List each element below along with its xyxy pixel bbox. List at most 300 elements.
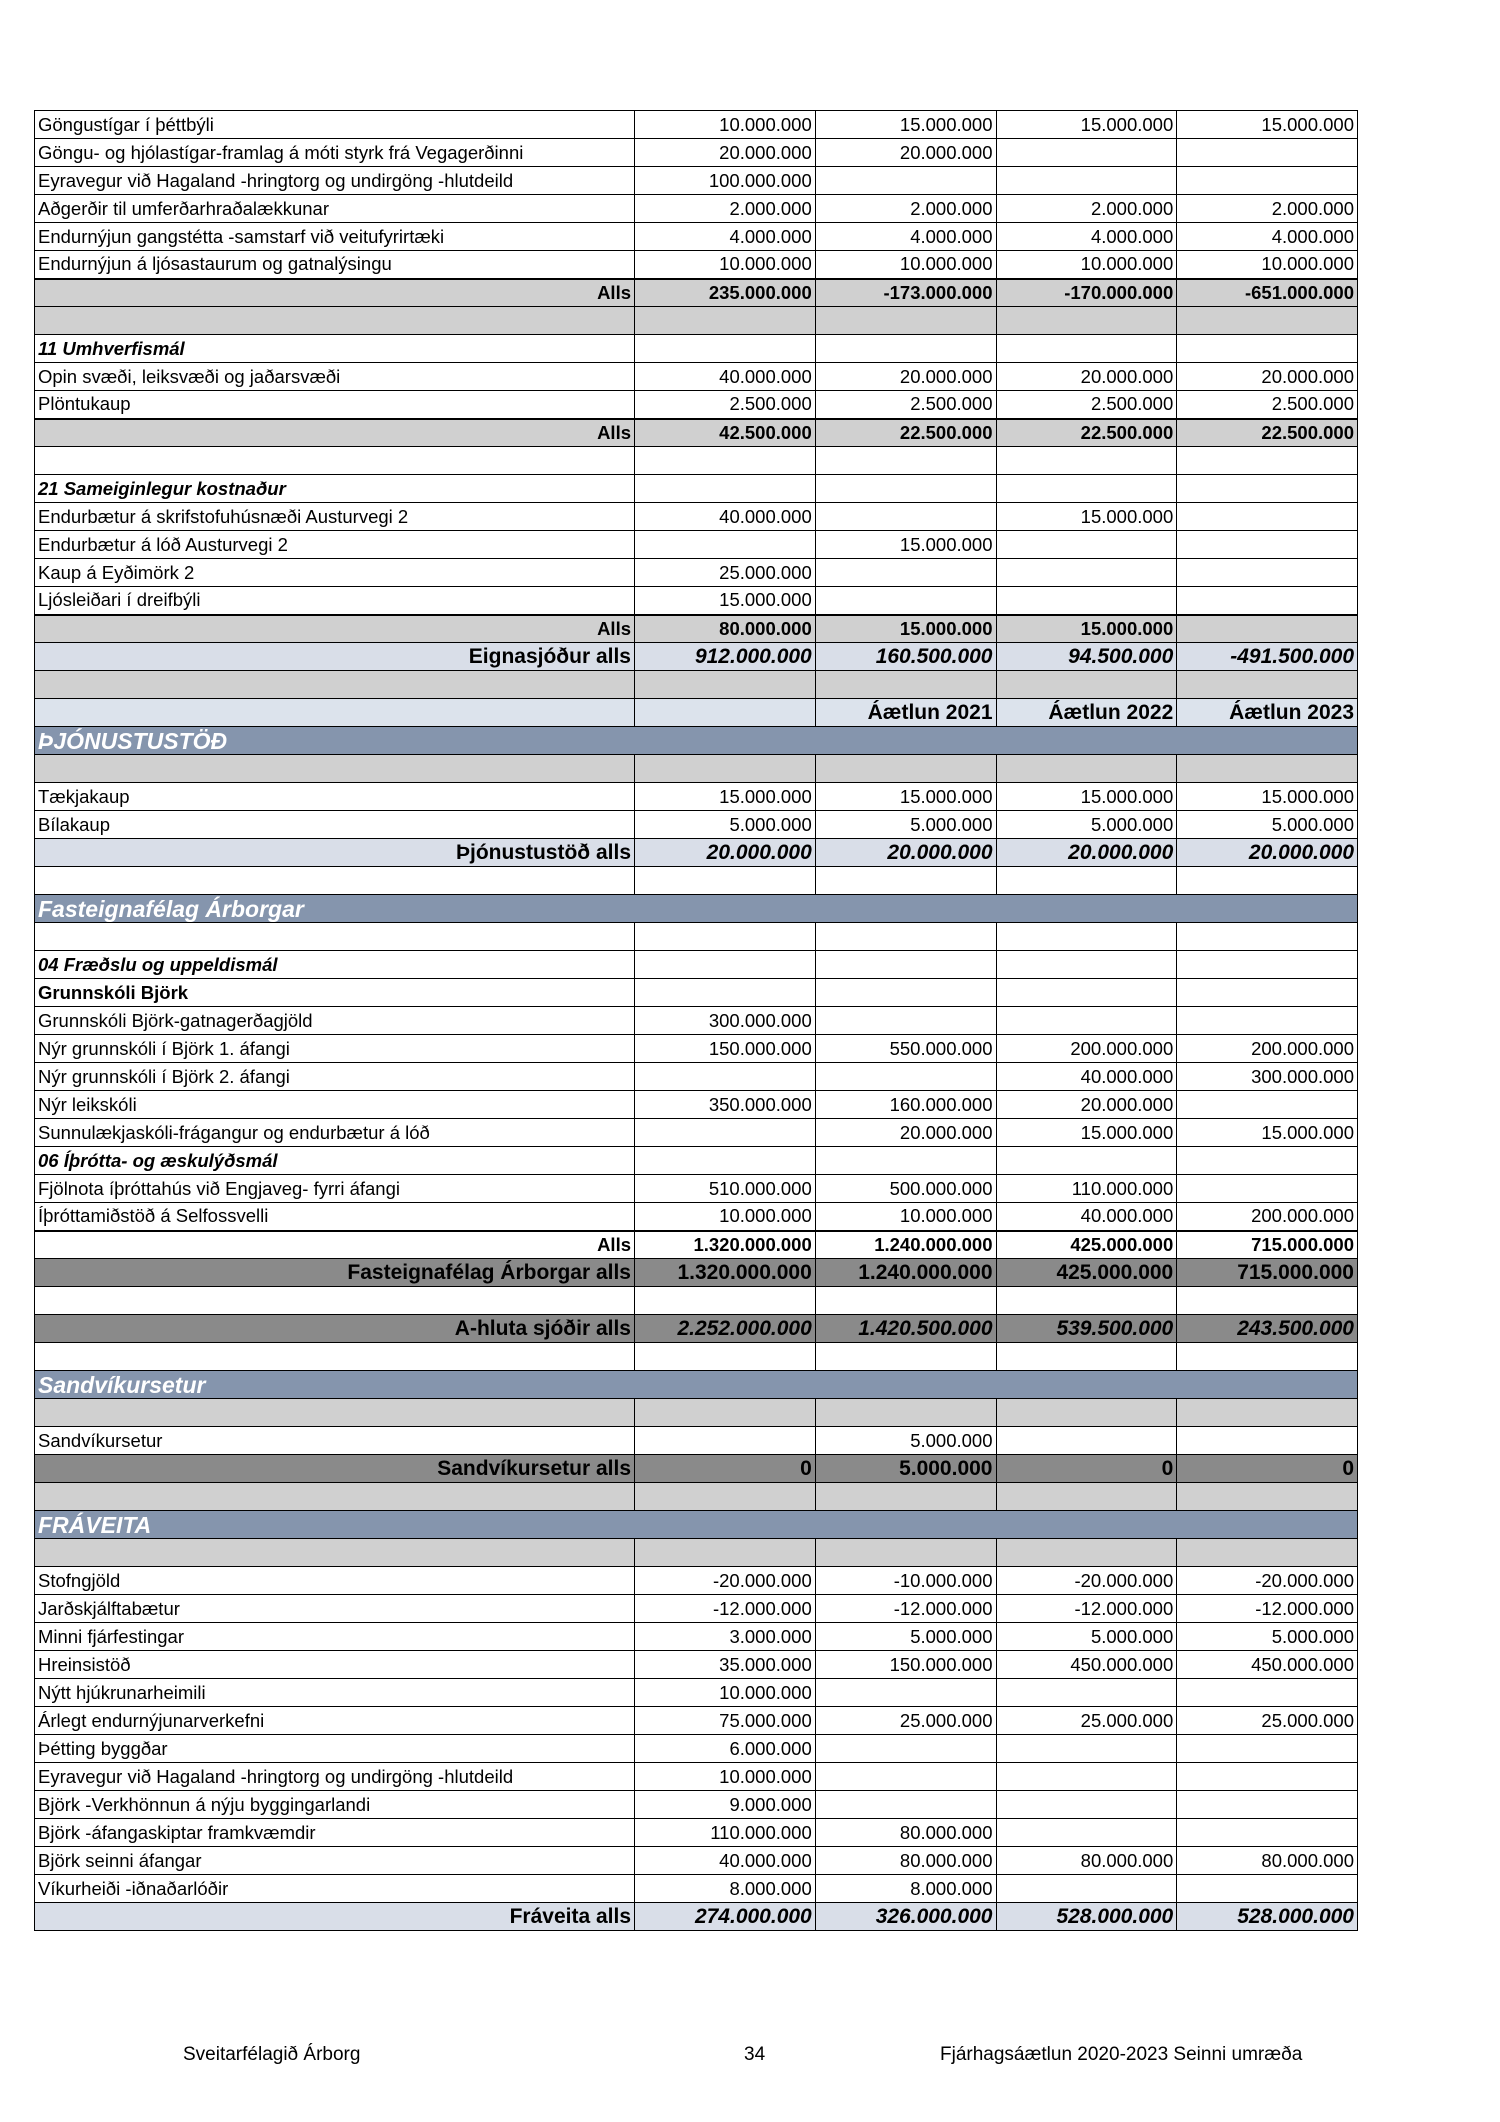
row-label: Kaup á Eyðimörk 2 <box>35 559 635 587</box>
subtotal-row <box>35 615 1358 643</box>
value-cell <box>635 1287 816 1315</box>
row-label: Endurnýjun á ljósastaurum og gatnalýsingu <box>35 251 635 279</box>
table-row <box>35 1175 1358 1203</box>
value-cell: 10.000.000 <box>1177 251 1358 279</box>
row-label: Eignasjóður alls <box>35 643 635 671</box>
section-band-title: ÞJÓNUSTUSTÖÐ <box>35 727 1358 755</box>
value-cell: -12.000.000 <box>1177 1595 1358 1623</box>
value-cell <box>1177 1875 1358 1903</box>
value-cell: 110.000.000 <box>635 1819 816 1847</box>
value-cell <box>996 1875 1177 1903</box>
table-row <box>35 167 1358 195</box>
total-row <box>35 1455 1358 1483</box>
value-cell: 15.000.000 <box>996 615 1177 643</box>
value-cell <box>996 755 1177 783</box>
value-cell <box>1177 1679 1358 1707</box>
row-label: Nýr grunnskóli í Björk 1. áfangi <box>35 1035 635 1063</box>
value-cell <box>1177 1735 1358 1763</box>
value-cell <box>815 1539 996 1567</box>
value-cell: 4.000.000 <box>1177 223 1358 251</box>
row-label: Göngu- og hjólastígar-framlag á móti styrk frá Vegagerðinni <box>35 139 635 167</box>
value-cell <box>996 1483 1177 1511</box>
value-cell: 5.000.000 <box>815 1623 996 1651</box>
value-cell: -12.000.000 <box>635 1595 816 1623</box>
value-cell <box>996 1147 1177 1175</box>
row-label <box>35 447 635 475</box>
value-cell: 200.000.000 <box>1177 1035 1358 1063</box>
value-cell: 528.000.000 <box>1177 1903 1358 1931</box>
value-cell <box>1177 475 1358 503</box>
row-label <box>35 755 635 783</box>
table-row <box>35 559 1358 587</box>
value-cell: -651.000.000 <box>1177 279 1358 307</box>
section-heading-row <box>35 475 1358 503</box>
row-label <box>35 1287 635 1315</box>
value-cell: 450.000.000 <box>996 1651 1177 1679</box>
value-cell <box>815 335 996 363</box>
value-cell <box>1177 447 1358 475</box>
value-cell <box>996 1427 1177 1455</box>
value-cell: 550.000.000 <box>815 1035 996 1063</box>
row-label: Fjölnota íþróttahús við Engjaveg- fyrri áfangi <box>35 1175 635 1203</box>
value-cell: 1.240.000.000 <box>815 1231 996 1259</box>
value-cell: 5.000.000 <box>815 811 996 839</box>
value-cell: -173.000.000 <box>815 279 996 307</box>
value-cell: 2.000.000 <box>635 195 816 223</box>
value-cell <box>1177 531 1358 559</box>
row-label <box>35 923 635 951</box>
value-cell <box>635 1119 816 1147</box>
value-cell: 10.000.000 <box>996 251 1177 279</box>
value-cell: 3.000.000 <box>635 1623 816 1651</box>
value-cell: -10.000.000 <box>815 1567 996 1595</box>
value-cell: 425.000.000 <box>996 1231 1177 1259</box>
value-cell <box>1177 559 1358 587</box>
value-cell: 0 <box>1177 1455 1358 1483</box>
value-cell <box>635 1063 816 1091</box>
value-cell: 0 <box>996 1455 1177 1483</box>
value-cell <box>1177 307 1358 335</box>
value-cell: 912.000.000 <box>635 643 816 671</box>
section-band <box>35 895 1358 923</box>
value-cell <box>815 559 996 587</box>
value-cell: 2.000.000 <box>815 195 996 223</box>
row-label: Sandvíkursetur <box>35 1427 635 1455</box>
spacer-row <box>35 755 1358 783</box>
value-cell <box>635 335 816 363</box>
value-cell: 20.000.000 <box>1177 839 1358 867</box>
row-label: Ljósleiðari í dreifbýli <box>35 587 635 615</box>
value-cell: -20.000.000 <box>996 1567 1177 1595</box>
spacer-row <box>35 1539 1358 1567</box>
value-cell <box>1177 1091 1358 1119</box>
table-row <box>35 1707 1358 1735</box>
value-cell <box>996 1763 1177 1791</box>
row-label: Þjónustustöð alls <box>35 839 635 867</box>
subsection-heading-row <box>35 979 1358 1007</box>
table-row <box>35 251 1358 279</box>
value-cell: 425.000.000 <box>996 1259 1177 1287</box>
spacer-row <box>35 1343 1358 1371</box>
value-cell <box>996 951 1177 979</box>
value-cell <box>1177 755 1358 783</box>
value-cell <box>815 1483 996 1511</box>
value-cell <box>635 447 816 475</box>
value-cell: 15.000.000 <box>1177 111 1358 139</box>
row-label: 11 Umhverfismál <box>35 335 635 363</box>
row-label: A-hluta sjóðir alls <box>35 1315 635 1343</box>
table-row <box>35 1203 1358 1231</box>
value-cell: 20.000.000 <box>815 839 996 867</box>
value-cell <box>1177 671 1358 699</box>
section-band-title: Fasteignafélag Árborgar <box>35 895 1358 923</box>
row-label <box>35 867 635 895</box>
value-cell <box>815 503 996 531</box>
value-cell: 326.000.000 <box>815 1903 996 1931</box>
row-label: Grunnskóli Björk-gatnagerðagjöld <box>35 1007 635 1035</box>
table-row <box>35 195 1358 223</box>
table-row <box>35 531 1358 559</box>
row-label <box>35 699 635 727</box>
value-cell <box>635 1399 816 1427</box>
value-cell <box>1177 503 1358 531</box>
table-row <box>35 1791 1358 1819</box>
value-cell: 2.252.000.000 <box>635 1315 816 1343</box>
value-cell <box>635 307 816 335</box>
value-cell <box>996 1679 1177 1707</box>
row-label: Björk -áfangaskiptar framkvæmdir <box>35 1819 635 1847</box>
row-label: 21 Sameiginlegur kostnaður <box>35 475 635 503</box>
value-cell: 715.000.000 <box>1177 1259 1358 1287</box>
value-cell: 1.420.500.000 <box>815 1315 996 1343</box>
value-cell <box>1177 1763 1358 1791</box>
row-label: Árlegt endurnýjunarverkefni <box>35 1707 635 1735</box>
value-cell <box>815 951 996 979</box>
row-label: Minni fjárfestingar <box>35 1623 635 1651</box>
row-label <box>35 1483 635 1511</box>
row-label: Aðgerðir til umferðarhraðalækkunar <box>35 195 635 223</box>
total-row <box>35 1903 1358 1931</box>
spacer-row <box>35 1483 1358 1511</box>
spacer-row <box>35 447 1358 475</box>
value-cell: 5.000.000 <box>815 1455 996 1483</box>
value-cell: -12.000.000 <box>996 1595 1177 1623</box>
value-cell: 20.000.000 <box>635 139 816 167</box>
value-cell: 15.000.000 <box>815 111 996 139</box>
value-cell <box>996 335 1177 363</box>
table-row <box>35 503 1358 531</box>
value-cell: 40.000.000 <box>635 1847 816 1875</box>
value-cell: 1.320.000.000 <box>635 1259 816 1287</box>
value-cell <box>1177 1287 1358 1315</box>
value-cell: 100.000.000 <box>635 167 816 195</box>
table-row <box>35 1763 1358 1791</box>
value-cell <box>996 867 1177 895</box>
value-cell: -491.500.000 <box>1177 643 1358 671</box>
row-label: Endurbætur á lóð Austurvegi 2 <box>35 531 635 559</box>
value-cell: 5.000.000 <box>1177 1623 1358 1651</box>
value-cell: 15.000.000 <box>996 503 1177 531</box>
value-cell <box>996 671 1177 699</box>
row-label: Alls <box>35 615 635 643</box>
value-cell: 15.000.000 <box>635 783 816 811</box>
value-cell <box>815 923 996 951</box>
table-row <box>35 1847 1358 1875</box>
row-label: Víkurheiði -iðnaðarlóðir <box>35 1875 635 1903</box>
row-label: 06 Íþrótta- og æskulýðsmál <box>35 1147 635 1175</box>
value-cell <box>996 923 1177 951</box>
row-label: Grunnskóli Björk <box>35 979 635 1007</box>
value-cell: 2.500.000 <box>996 391 1177 419</box>
table-row <box>35 139 1358 167</box>
value-cell <box>996 1791 1177 1819</box>
value-cell <box>635 979 816 1007</box>
value-cell <box>815 1007 996 1035</box>
value-cell <box>815 867 996 895</box>
value-cell: 15.000.000 <box>815 615 996 643</box>
table-row <box>35 783 1358 811</box>
value-cell: 20.000.000 <box>815 363 996 391</box>
value-cell: 22.500.000 <box>1177 419 1358 447</box>
value-cell: 10.000.000 <box>815 1203 996 1231</box>
table-row <box>35 587 1358 615</box>
value-cell: 10.000.000 <box>635 251 816 279</box>
value-cell: 15.000.000 <box>635 587 816 615</box>
table-row <box>35 1651 1358 1679</box>
value-cell: 8.000.000 <box>635 1875 816 1903</box>
value-cell <box>1177 1007 1358 1035</box>
value-cell <box>1177 335 1358 363</box>
section-band <box>35 1371 1358 1399</box>
value-cell: 25.000.000 <box>635 559 816 587</box>
row-label: Nýtt hjúkrunarheimili <box>35 1679 635 1707</box>
value-cell: 10.000.000 <box>635 1679 816 1707</box>
value-cell: 80.000.000 <box>815 1819 996 1847</box>
value-cell: -20.000.000 <box>635 1567 816 1595</box>
value-cell: 243.500.000 <box>1177 1315 1358 1343</box>
value-cell <box>996 1007 1177 1035</box>
row-label: Þétting byggðar <box>35 1735 635 1763</box>
value-cell: 2.000.000 <box>996 195 1177 223</box>
value-cell <box>1177 1175 1358 1203</box>
value-cell <box>815 1399 996 1427</box>
section-heading-row <box>35 951 1358 979</box>
value-cell: 75.000.000 <box>635 1707 816 1735</box>
value-cell <box>996 139 1177 167</box>
value-cell <box>635 755 816 783</box>
value-cell: 350.000.000 <box>635 1091 816 1119</box>
value-cell <box>815 1735 996 1763</box>
value-cell <box>996 979 1177 1007</box>
footer-page-number: 34 <box>744 2044 766 2065</box>
value-cell: 25.000.000 <box>815 1707 996 1735</box>
row-label <box>35 1399 635 1427</box>
row-label: 04 Fræðslu og uppeldismál <box>35 951 635 979</box>
value-cell <box>815 755 996 783</box>
row-label: Stofngjöld <box>35 1567 635 1595</box>
value-cell <box>1177 867 1358 895</box>
value-cell: 22.500.000 <box>996 419 1177 447</box>
value-cell <box>815 1763 996 1791</box>
row-label: Eyravegur við Hagaland -hringtorg og undirgöng -hlutdeild <box>35 167 635 195</box>
value-cell: 80.000.000 <box>1177 1847 1358 1875</box>
spacer-row <box>35 307 1358 335</box>
value-cell: 2.500.000 <box>635 391 816 419</box>
value-cell: 15.000.000 <box>996 1119 1177 1147</box>
value-cell <box>635 699 816 727</box>
value-cell <box>635 1483 816 1511</box>
row-label: Fráveita alls <box>35 1903 635 1931</box>
value-cell: 110.000.000 <box>996 1175 1177 1203</box>
value-cell: 35.000.000 <box>635 1651 816 1679</box>
value-cell: 8.000.000 <box>815 1875 996 1903</box>
row-label: Plöntukaup <box>35 391 635 419</box>
row-label <box>35 307 635 335</box>
table-row <box>35 1091 1358 1119</box>
row-label: Endurnýjun gangstétta -samstarf við veitufyrirtæki <box>35 223 635 251</box>
table-row <box>35 363 1358 391</box>
value-cell: 15.000.000 <box>815 783 996 811</box>
value-cell: 5.000.000 <box>996 1623 1177 1651</box>
value-cell: 2.500.000 <box>815 391 996 419</box>
table-row <box>35 811 1358 839</box>
section-heading-row <box>35 335 1358 363</box>
value-cell: 4.000.000 <box>815 223 996 251</box>
value-cell: 10.000.000 <box>815 251 996 279</box>
value-cell: 715.000.000 <box>1177 1231 1358 1259</box>
value-cell: 160.500.000 <box>815 643 996 671</box>
value-cell: 300.000.000 <box>1177 1063 1358 1091</box>
value-cell <box>1177 1483 1358 1511</box>
row-label: Nýr leikskóli <box>35 1091 635 1119</box>
value-cell <box>635 531 816 559</box>
spacer-row <box>35 1287 1358 1315</box>
total-row <box>35 643 1358 671</box>
value-cell <box>1177 979 1358 1007</box>
value-cell: -12.000.000 <box>815 1595 996 1623</box>
spacer-row <box>35 867 1358 895</box>
value-cell: 5.000.000 <box>996 811 1177 839</box>
row-label: Nýr grunnskóli í Björk 2. áfangi <box>35 1063 635 1091</box>
value-cell <box>815 587 996 615</box>
grand-total-row <box>35 1315 1358 1343</box>
year-header-row <box>35 699 1358 727</box>
value-cell: 300.000.000 <box>635 1007 816 1035</box>
value-cell <box>1177 587 1358 615</box>
value-cell: 25.000.000 <box>1177 1707 1358 1735</box>
row-label: Jarðskjálftabætur <box>35 1595 635 1623</box>
subtotal-row <box>35 1231 1358 1259</box>
row-label: Fasteignafélag Árborgar alls <box>35 1259 635 1287</box>
value-cell: 4.000.000 <box>635 223 816 251</box>
value-cell <box>815 979 996 1007</box>
value-cell: 20.000.000 <box>996 839 1177 867</box>
table-row <box>35 1007 1358 1035</box>
value-cell: 200.000.000 <box>996 1035 1177 1063</box>
value-cell: 450.000.000 <box>1177 1651 1358 1679</box>
value-cell <box>996 1343 1177 1371</box>
value-cell: 200.000.000 <box>1177 1203 1358 1231</box>
table-row <box>35 1035 1358 1063</box>
value-cell: 510.000.000 <box>635 1175 816 1203</box>
table-row <box>35 1063 1358 1091</box>
table-row <box>35 391 1358 419</box>
value-cell: 150.000.000 <box>815 1651 996 1679</box>
value-cell: 528.000.000 <box>996 1903 1177 1931</box>
value-cell <box>1177 951 1358 979</box>
value-cell: -20.000.000 <box>1177 1567 1358 1595</box>
value-cell <box>635 1427 816 1455</box>
row-label: Sandvíkursetur alls <box>35 1455 635 1483</box>
value-cell: 42.500.000 <box>635 419 816 447</box>
row-label: Sunnulækjaskóli-frágangur og endurbætur á lóð <box>35 1119 635 1147</box>
row-label: Alls <box>35 279 635 307</box>
value-cell: Áætlun 2022 <box>996 699 1177 727</box>
subtotal-row <box>35 279 1358 307</box>
row-label: Göngustígar í þéttbýli <box>35 111 635 139</box>
table-row <box>35 1735 1358 1763</box>
value-cell <box>1177 1399 1358 1427</box>
value-cell <box>815 167 996 195</box>
value-cell <box>996 559 1177 587</box>
row-label: Íþróttamiðstöð á Selfossvelli <box>35 1203 635 1231</box>
value-cell: 1.320.000.000 <box>635 1231 816 1259</box>
value-cell <box>1177 139 1358 167</box>
value-cell <box>635 475 816 503</box>
table-row <box>35 1595 1358 1623</box>
row-label: Björk -Verkhönnun á nýju byggingarlandi <box>35 1791 635 1819</box>
value-cell: 10.000.000 <box>635 1203 816 1231</box>
subtotal-row <box>35 419 1358 447</box>
value-cell: 15.000.000 <box>996 783 1177 811</box>
table-row <box>35 1875 1358 1903</box>
value-cell <box>635 1539 816 1567</box>
value-cell: 9.000.000 <box>635 1791 816 1819</box>
row-label: Alls <box>35 1231 635 1259</box>
footer-document-title: Fjárhagsáætlun 2020-2023 Seinni umræða <box>940 2044 1303 2065</box>
table-row <box>35 223 1358 251</box>
value-cell <box>815 1343 996 1371</box>
section-heading-row <box>35 1147 1358 1175</box>
value-cell: 15.000.000 <box>815 531 996 559</box>
value-cell: 2.500.000 <box>1177 391 1358 419</box>
value-cell <box>1177 1343 1358 1371</box>
value-cell: 20.000.000 <box>815 1119 996 1147</box>
value-cell <box>815 475 996 503</box>
value-cell <box>635 1147 816 1175</box>
value-cell: 20.000.000 <box>996 363 1177 391</box>
value-cell: 539.500.000 <box>996 1315 1177 1343</box>
table-row <box>35 1623 1358 1651</box>
value-cell <box>635 923 816 951</box>
value-cell <box>635 951 816 979</box>
value-cell <box>815 1287 996 1315</box>
value-cell: 5.000.000 <box>635 811 816 839</box>
value-cell: Áætlun 2021 <box>815 699 996 727</box>
value-cell: -170.000.000 <box>996 279 1177 307</box>
value-cell: 80.000.000 <box>815 1847 996 1875</box>
table-row <box>35 1567 1358 1595</box>
value-cell: 1.240.000.000 <box>815 1259 996 1287</box>
table-row <box>35 1119 1358 1147</box>
value-cell: 235.000.000 <box>635 279 816 307</box>
value-cell <box>815 1679 996 1707</box>
budget-table <box>34 110 1358 1931</box>
value-cell: 80.000.000 <box>635 615 816 643</box>
value-cell: 5.000.000 <box>815 1427 996 1455</box>
value-cell <box>635 1343 816 1371</box>
value-cell <box>996 587 1177 615</box>
